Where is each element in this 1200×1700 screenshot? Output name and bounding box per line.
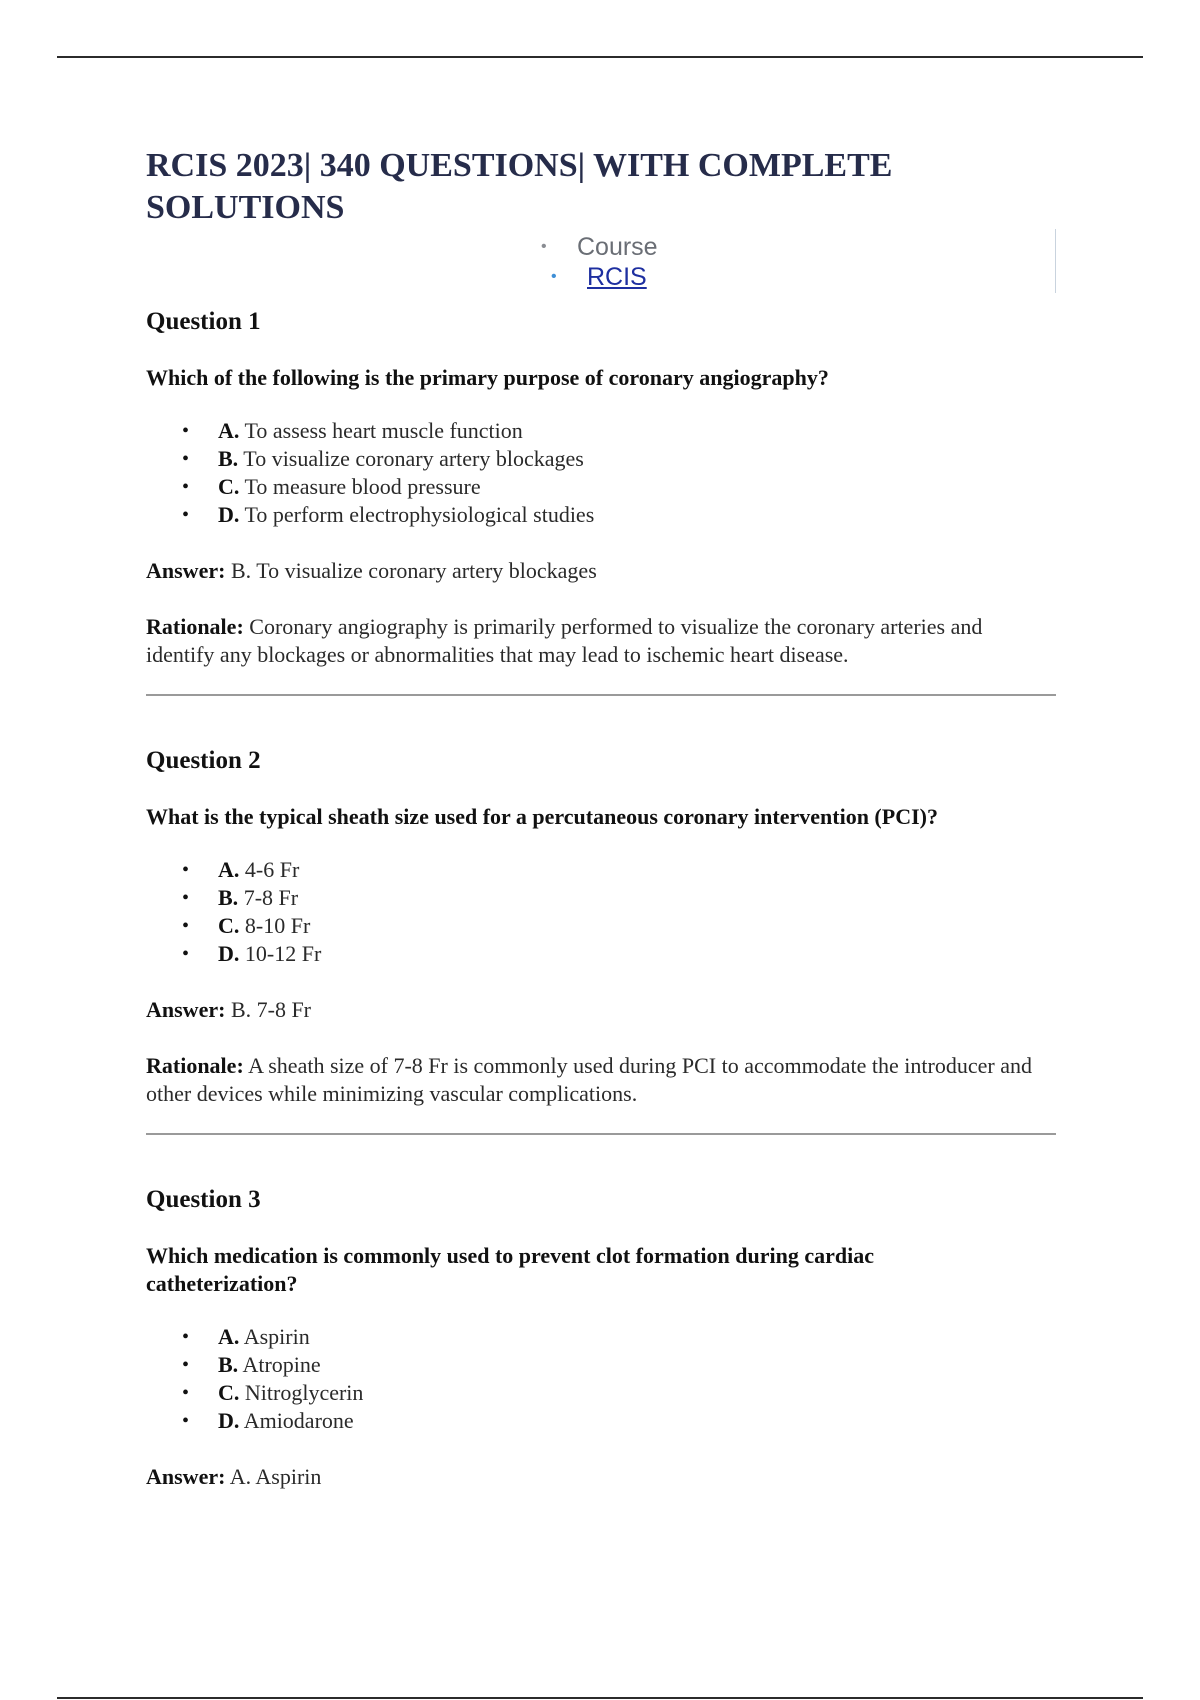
bullet-icon: • <box>182 1410 190 1432</box>
bullet-icon: • <box>182 504 190 526</box>
course-label-item <box>541 232 658 262</box>
option-item <box>146 1407 1056 1435</box>
bullet-icon: • <box>182 943 190 965</box>
bullet-icon: • <box>182 476 190 498</box>
answer-label: Answer: <box>146 1464 226 1489</box>
page-bottom-rule <box>57 1697 1143 1699</box>
option-letter: D. <box>218 1408 240 1433</box>
bullet-icon: • <box>182 915 190 937</box>
option-text: To visualize coronary artery blockages <box>243 446 584 471</box>
rationale-text: A sheath size of 7-8 Fr is commonly used during PCI to accommodate the introducer and other devices while minimizing vascular complications. <box>146 1053 1032 1106</box>
option-text: 8-10 Fr <box>244 913 311 938</box>
course-link[interactable]: RCIS <box>587 263 647 291</box>
question-text: Which medication is commonly used to prevent clot formation during cardiac catheterization? <box>146 1243 874 1296</box>
answer-text: B. To visualize coronary artery blockages <box>230 558 597 583</box>
bullet-icon: • <box>551 268 557 285</box>
option-text: Nitroglycerin <box>244 1380 364 1405</box>
option-text: To measure blood pressure <box>244 474 481 499</box>
option-letter: B. <box>218 446 239 471</box>
answer-text: A. Aspirin <box>229 1464 322 1489</box>
option-letter: C. <box>218 1380 240 1405</box>
option-item <box>146 445 1056 473</box>
option-item <box>146 912 1056 940</box>
option-letter: A. <box>218 857 240 882</box>
option-letter: B. <box>218 1352 239 1377</box>
bullet-icon: • <box>182 448 190 470</box>
section-divider <box>146 1133 1056 1135</box>
document-content <box>146 145 1056 1491</box>
option-text: To assess heart muscle function <box>244 418 523 443</box>
option-letter: D. <box>218 502 240 527</box>
option-letter: D. <box>218 941 240 966</box>
option-item <box>146 884 1056 912</box>
course-list <box>541 232 658 292</box>
option-letter: C. <box>218 913 240 938</box>
question-block-3 <box>146 1185 1056 1491</box>
option-item <box>146 417 1056 445</box>
option-item <box>146 940 1056 968</box>
option-item <box>146 501 1056 529</box>
rationale-text: Coronary angiography is primarily performed to visualize the coronary arteries and identify any blockages or abnormalities that may lead to ischemic heart disease. <box>146 614 983 667</box>
option-letter: C. <box>218 474 240 499</box>
option-item <box>146 1323 1056 1351</box>
option-letter: A. <box>218 418 240 443</box>
course-box-border <box>1055 229 1056 293</box>
answer-label: Answer: <box>146 558 226 583</box>
question-block-1 <box>146 307 1056 696</box>
question-block-2 <box>146 746 1056 1135</box>
page-top-rule <box>57 56 1143 58</box>
rationale-label: Rationale: <box>146 614 244 639</box>
bullet-icon: • <box>541 238 547 255</box>
document-title: RCIS 2023| 340 QUESTIONS| WITH COMPLETE SOLUTIONS <box>146 147 893 226</box>
option-text: Amiodarone <box>243 1408 354 1433</box>
rationale <box>146 613 1046 669</box>
option-text: Aspirin <box>243 1324 310 1349</box>
rationale <box>146 1052 1046 1108</box>
option-text: Atropine <box>242 1352 321 1377</box>
bullet-icon: • <box>182 1354 190 1376</box>
question-heading: Question 1 <box>146 308 261 335</box>
answer <box>146 557 1056 585</box>
bullet-icon: • <box>182 1382 190 1404</box>
options-list <box>146 856 1056 968</box>
option-item <box>146 856 1056 884</box>
option-text: 7-8 Fr <box>243 885 299 910</box>
question-heading: Question 3 <box>146 1186 261 1213</box>
option-item <box>146 1351 1056 1379</box>
bullet-icon: • <box>182 859 190 881</box>
bullet-icon: • <box>182 420 190 442</box>
question-text: What is the typical sheath size used for a percutaneous coronary intervention (PCI)? <box>146 804 938 829</box>
option-text: 4-6 Fr <box>244 857 300 882</box>
options-list <box>146 417 1056 529</box>
question-heading: Question 2 <box>146 747 261 774</box>
option-letter: B. <box>218 885 239 910</box>
option-text: To perform electrophysiological studies <box>244 502 595 527</box>
bullet-icon: • <box>182 1326 190 1348</box>
course-label: Course <box>577 233 658 261</box>
section-divider <box>146 694 1056 696</box>
rationale-label: Rationale: <box>146 1053 244 1078</box>
option-letter: A. <box>218 1324 240 1349</box>
option-text: 10-12 Fr <box>244 941 322 966</box>
answer-text: B. 7-8 Fr <box>230 997 311 1022</box>
bullet-icon: • <box>182 887 190 909</box>
options-list <box>146 1323 1056 1435</box>
answer-label: Answer: <box>146 997 226 1022</box>
question-text: Which of the following is the primary purpose of coronary angiography? <box>146 365 829 390</box>
answer <box>146 996 1056 1024</box>
option-item <box>146 1379 1056 1407</box>
answer <box>146 1463 1056 1491</box>
course-metadata <box>146 229 1056 293</box>
option-item <box>146 473 1056 501</box>
course-link-item[interactable] <box>541 262 658 292</box>
